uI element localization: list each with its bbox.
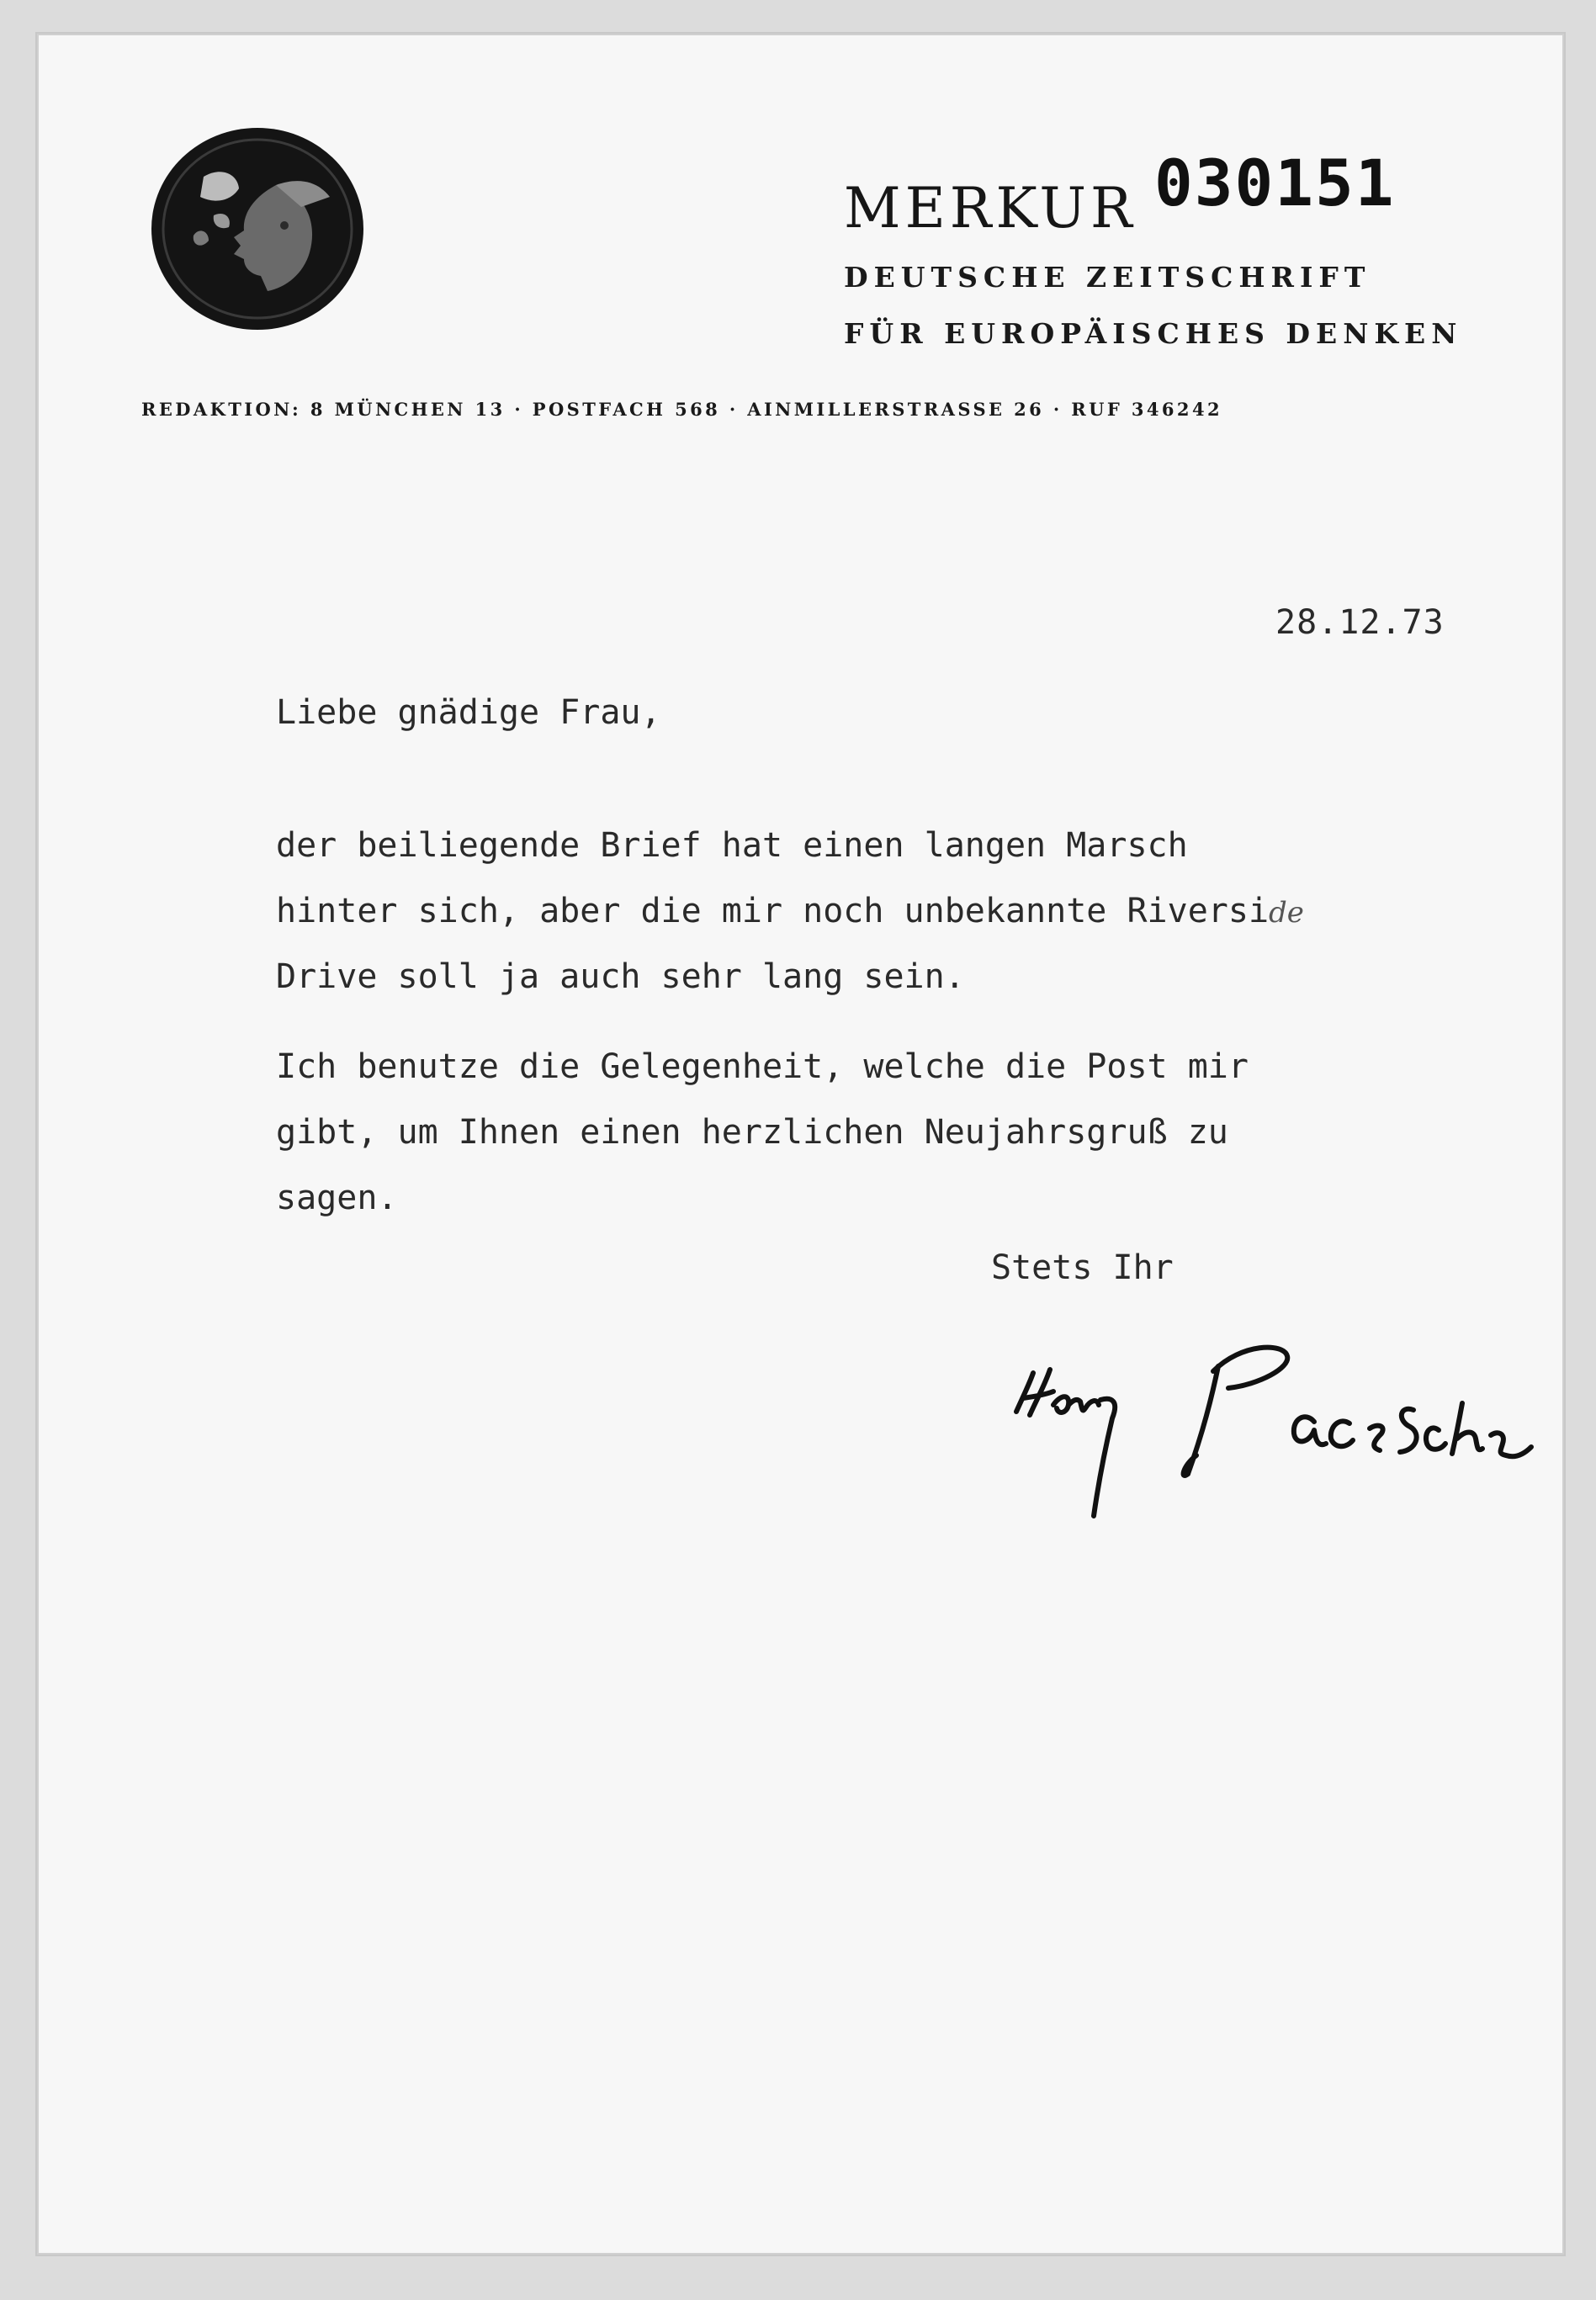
paragraph-line: Ich benutze die Gelegenheit, welche die Post mir xyxy=(276,1047,1249,1086)
paragraph-line xyxy=(276,894,1304,960)
letter-paragraph-2 xyxy=(276,1047,1249,1247)
handwritten-signature xyxy=(1001,1321,1540,1556)
letter-salutation: Liebe gnädige Frau, xyxy=(276,693,661,732)
masthead-title: MERKUR xyxy=(844,176,1137,241)
letterhead-address: REDAKTION: 8 MÜNCHEN 13 · POSTFACH 568 · AINMILLERSTRASSE 26 · RUF 346242 xyxy=(141,399,1222,420)
hermes-coin-emblem-icon xyxy=(150,126,365,331)
masthead-tagline-line2: FÜR EUROPÄISCHES DENKEN xyxy=(844,317,1463,350)
paragraph-line-text: hinter sich, aber die mir noch unbekannte Riversi xyxy=(276,892,1270,930)
letter-closing: Stets Ihr xyxy=(991,1248,1174,1287)
paragraph-line: sagen. xyxy=(276,1179,398,1217)
letter-date: 28.12.73 xyxy=(1275,603,1445,642)
archive-stamp-number: 030151 xyxy=(1154,146,1396,220)
letter-paragraph-1 xyxy=(276,826,1304,1025)
paragraph-line: der beiliegende Brief hat einen langen Marsch xyxy=(276,826,1188,865)
masthead-tagline-line1: DEUTSCHE ZEITSCHRIFT xyxy=(844,261,1371,294)
paragraph-line: Drive soll ja auch sehr lang sein. xyxy=(276,957,965,996)
handwritten-correction: de xyxy=(1269,896,1304,930)
paragraph-line: gibt, um Ihnen einen herzlichen Neujahrsgruß zu xyxy=(276,1113,1228,1152)
